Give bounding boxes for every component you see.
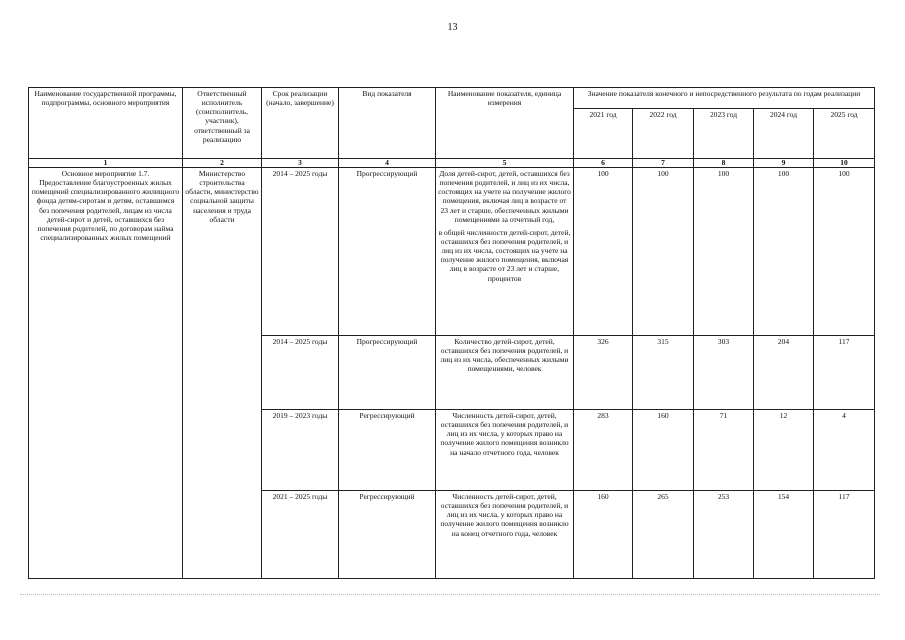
row-indicator: Количество детей-сирот, детей, оставшихся без попечения родителей, и лиц из их числа, обеспеченных жилыми помещениями, человек [436,336,574,410]
row-period: 2019 – 2023 годы [262,410,339,491]
row-value-2025: 4 [814,410,875,491]
row-value-2024: 12 [754,410,814,491]
activity-cell [29,168,183,579]
column-number: 2 [183,159,262,168]
row-value-2022: 315 [633,336,694,410]
row-type: Прогрессирующий [339,336,436,410]
column-number: 1 [29,159,183,168]
header-year-2025: 2025 год [814,109,875,159]
row-value-2021: 160 [574,491,633,579]
row-indicator: Численность детей-сирот, детей, оставшихся без попечения родителей, и лиц из их числа, у которых право на получение жилого помещения возникло на начало отчетного года, человек [436,410,574,491]
column-number: 3 [262,159,339,168]
row-value-2025: 117 [814,491,875,579]
row-value-2022: 100 [633,168,694,336]
scan-artifact-divider [20,592,880,595]
header-values-group: Значение показателя конечного и непосредственного результата по годам реализации [574,88,875,109]
indicators-table [28,87,875,579]
row-period: 2021 – 2025 годы [262,491,339,579]
row-indicator-part2: в общей численности детей-сирот, детей, оставшихся без попечения родителей, и лиц из их числа, состоящих на учете на получение жилого помещения, включая лиц в возрасте от 23 лет и старше, процентов [438,227,571,283]
column-number: 7 [633,159,694,168]
activity-description: Предоставление благоустроенных жилых помещений специализированного жилищного фонда детям-сиротам и детям, оставшимся без попечения родителей, лицам из числа детей-сирот и детей, оставшихся без попечения родителей, по договорам найма специализированных жилых помещений [31,178,180,242]
header-year-2021: 2021 год [574,109,633,159]
row-value-2022: 265 [633,491,694,579]
row-value-2021: 283 [574,410,633,491]
column-number: 6 [574,159,633,168]
row-value-2025: 117 [814,336,875,410]
row-value-2023: 253 [694,491,754,579]
header-year-2023: 2023 год [694,109,754,159]
row-period: 2014 – 2025 годы [262,168,339,336]
column-number: 8 [694,159,754,168]
row-value-2025: 100 [814,168,875,336]
row-value-2024: 154 [754,491,814,579]
row-type: Регрессирующий [339,410,436,491]
row-period: 2014 – 2025 годы [262,336,339,410]
row-indicator [436,168,574,336]
table-row [29,168,875,336]
header-year-2024: 2024 год [754,109,814,159]
header-indicator-type: Вид показателя [339,88,436,159]
row-value-2024: 100 [754,168,814,336]
row-value-2023: 303 [694,336,754,410]
row-value-2022: 160 [633,410,694,491]
header-period: Срок реализации (начало, завершение) [262,88,339,159]
row-type: Регрессирующий [339,491,436,579]
column-number: 5 [436,159,574,168]
column-number: 9 [754,159,814,168]
column-numbers-row [29,159,875,168]
row-value-2024: 204 [754,336,814,410]
row-value-2021: 100 [574,168,633,336]
header-indicator-name: Наименование показателя, единица измерения [436,88,574,159]
header-year-2022: 2022 год [633,109,694,159]
row-indicator: Численность детей-сирот, детей, оставшихся без попечения родителей, и лиц из их числа, у которых право на получение жилого помещения возникло на конец отчетного года, человек [436,491,574,579]
row-type: Прогрессирующий [339,168,436,336]
header-executor: Ответственный исполнитель (соисполнитель, участник), ответственный за реализацию [183,88,262,159]
row-value-2021: 326 [574,336,633,410]
row-value-2023: 71 [694,410,754,491]
column-number: 10 [814,159,875,168]
row-value-2023: 100 [694,168,754,336]
header-program: Наименование государственной программы, подпрограммы, основного мероприятия [29,88,183,159]
activity-title: Основное мероприятие 1.7. [61,169,150,178]
column-number: 4 [339,159,436,168]
activity-executor: Министерство строительства области, министерство социальной защиты населения и труда области [183,168,262,579]
row-indicator-part1: Доля детей-сирот, детей, оставшихся без попечения родителей, и лиц из их числа, состоящих на учете на получение жилого помещения, включая лиц в возрасте от 23 лет и старше, обеспеченных жилыми помещениями за отчетный год, [438,169,571,224]
page-number: 13 [447,22,458,33]
